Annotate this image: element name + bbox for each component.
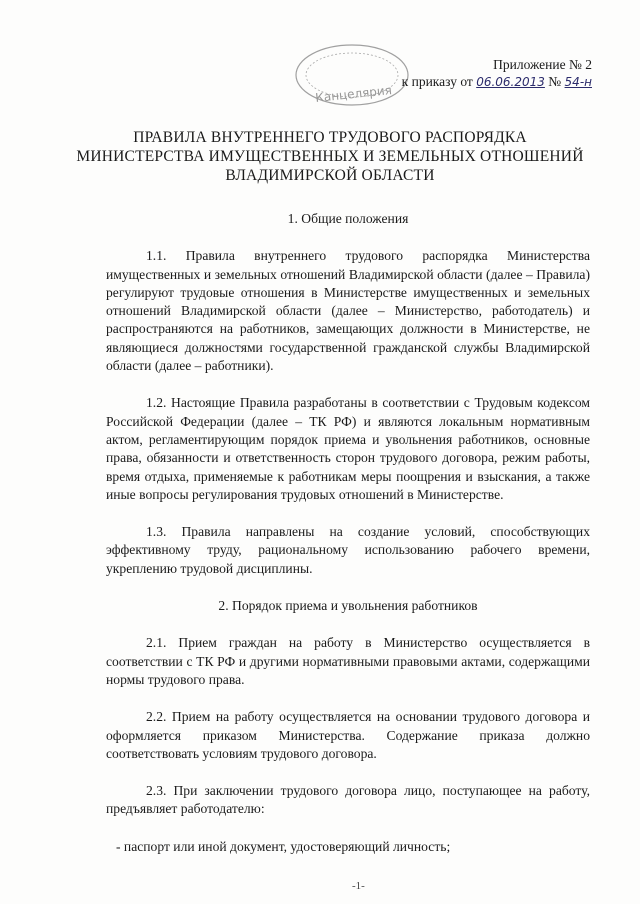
title-line-1: ПРАВИЛА ВНУТРЕННЕГО ТРУДОВОГО РАСПОРЯДКА <box>133 129 527 146</box>
appendix-order-number: 54-н <box>564 75 592 89</box>
appendix-number-sign: № <box>548 74 562 89</box>
document-body <box>106 210 590 856</box>
appendix-order-prefix: к приказу от <box>401 74 473 89</box>
paragraph-2-2: 2.2. Прием на работу осуществляется на основании трудового договора и оформляется приказом Министерства. Содержание приказа должно соответствовать условиям трудового договора. <box>106 709 590 761</box>
paragraph-1-1: 1.1. Правила внутреннего трудового распорядка Министерства имущественных и земельных отношений Владимирской области (далее – Правила) регулируют трудовые отношения в Министерстве имущественных и земельных отношений Владимирской области (далее – Министерство, работодатель) и распространяются на работников, замещающих должности в Министерстве, не являющиеся должностями государственной гражданской службы Владимирской области (далее – работники). <box>106 248 590 374</box>
title-line-2: МИНИСТЕРСТВА ИМУЩЕСТВЕННЫХ И ЗЕМЕЛЬНЫХ ОТНОШЕНИЙ <box>76 148 584 165</box>
paragraph-2-1: 2.1. Прием граждан на работу в Министерство осуществляется в соответствии с ТК РФ и другими нормативными правовыми актами, содержащими нормы трудового права. <box>106 635 590 687</box>
section-heading-1: 1. Общие положения <box>287 211 409 226</box>
svg-text:Канцелярия: Канцелярия <box>314 83 393 105</box>
page-footer-mark: -1- <box>352 880 365 892</box>
appendix-order-date: 06.06.2013 <box>476 75 545 89</box>
section-heading-2: 2. Порядок приема и увольнения работников <box>218 598 478 614</box>
appendix-line-1: Приложение № 2 <box>493 57 592 72</box>
list-item: - паспорт или иной документ, удостоверяющий личность; <box>116 838 451 854</box>
paragraph-2-3: 2.3. При заключении трудового договора лицо, поступающее на работу, предъявляет работодателю: <box>106 783 590 817</box>
appendix-block <box>382 56 592 91</box>
paragraph-1-2: 1.2. Настоящие Правила разработаны в соответствии с Трудовым кодексом Российской Федерации (далее – ТК РФ) и являются локальным нормативным актом, регламентирующим порядок приема и увольнения работников, основные права, обязанности и ответственность сторон трудового договора, режим работы, время отдыха, применяемые к работникам меры поощрения и взыскания, а также иные вопросы регулирования трудовых отношений в Министерстве. <box>106 395 590 502</box>
document-title <box>70 128 590 185</box>
title-line-3: ВЛАДИМИРСКОЙ ОБЛАСТИ <box>225 167 435 184</box>
paragraph-1-3: 1.3. Правила направлены на создание условий, способствующих эффективному труду, рациональному использованию рабочего времени, укреплению трудовой дисциплины. <box>106 524 590 576</box>
appendix-line-2 <box>382 73 592 91</box>
